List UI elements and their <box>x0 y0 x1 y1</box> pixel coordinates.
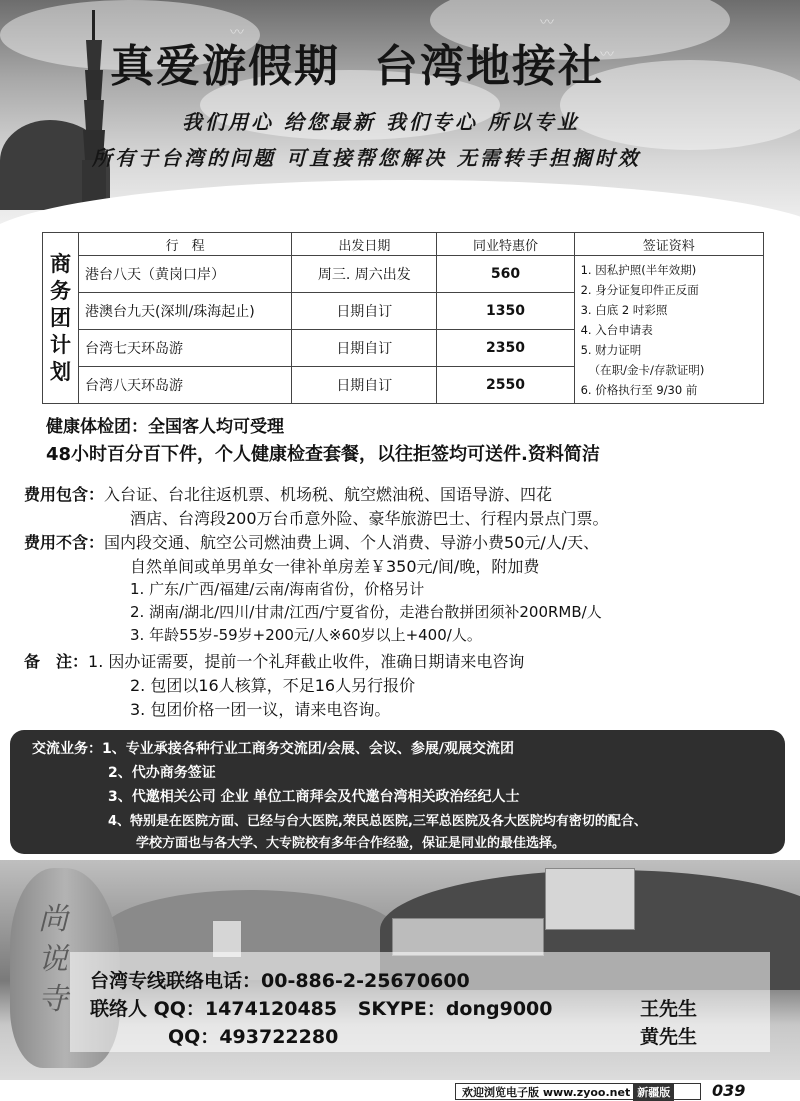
qq-number-2: 493722280 <box>219 1026 339 1048</box>
exchange-item-4-line-1: 4、特别是在医院方面、已经与台大医院,荣民总医院,三军总医院及各大医院均有密切的配合、 <box>108 814 647 829</box>
side-label-char: 划 <box>50 359 72 384</box>
title-part-1: 真爱游假期 <box>110 41 340 92</box>
notes-line-2: 2. 包团以16人核算，不足16人另行报价 <box>130 676 416 695</box>
fees-excluded-sub-2: 2. 湖南/湖北/四川/甘肃/江西/宁夏省份，走港台散拼团须补200RMB/人 <box>130 603 602 621</box>
phone-label: 台湾专线联络电话： <box>90 970 262 992</box>
bird-icon: 〰 <box>600 47 614 63</box>
skype-label: SKYPE： <box>357 998 446 1020</box>
edition-badge: 新疆版 <box>633 1084 674 1101</box>
fees-excluded-sub-1: 1. 广东/广西/福建/云南/海南省份，价格另计 <box>130 580 425 598</box>
notes-label: 备 注： <box>24 652 89 671</box>
date-cell: 日期自订 <box>292 293 437 330</box>
fees-excluded-sub-3: 3. 年龄55岁-59岁+200元/人※60岁以上+400/人。 <box>130 626 482 644</box>
table-row <box>43 256 764 293</box>
visa-item: 3. 白底 2 吋彩照 <box>580 302 668 317</box>
route-cell: 港台八天（黄岗口岸） <box>79 256 292 293</box>
col-header-price: 同业特惠价 <box>437 233 574 256</box>
health-check-detail: 48小时百分百下件，个人健康检查套餐，以往拒签均可送件.资料简洁 <box>46 444 600 465</box>
visa-item: 5. 财力证明 <box>580 342 642 357</box>
visa-item: 6. 价格执行至 9/30 前 <box>580 382 698 397</box>
visa-item: 1. 因私护照(半年效期) <box>580 262 697 277</box>
price-cell: 1350 <box>437 293 574 330</box>
footer-text: 欢迎浏览电子版 www.zyoo.net <box>462 1086 631 1099</box>
contact-person-row <box>90 994 553 1021</box>
phone-number: 00-886-2-25670600 <box>261 970 470 992</box>
qq-row-2 <box>168 1022 338 1049</box>
fees-excluded-line-1: 国内段交通、航空公司燃油费上调、个人消费、导游小费50元/人/天、 <box>104 533 600 552</box>
phone-row <box>90 966 470 993</box>
date-cell: 日期自订 <box>292 330 437 367</box>
visa-requirements <box>574 256 763 404</box>
health-check-title: 健康体检团：全国客人均可受理 <box>46 417 284 437</box>
notes-line-1: 1. 因办证需要，提前一个礼拜截止收件，准确日期请来电咨询 <box>88 652 525 671</box>
exchange-item-1: 1、专业承接各种行业工商务交流团/会展、会议、参展/观展交流团 <box>102 741 514 757</box>
contact-name-2: 黄先生 <box>640 1026 698 1048</box>
fees-excluded-label: 费用不含： <box>24 533 105 552</box>
side-label-char: 计 <box>50 332 72 357</box>
visa-item: 2. 身分证复印件正反面 <box>580 282 699 297</box>
exchange-item-2: 2、代办商务签证 <box>108 765 216 781</box>
side-label-char: 务 <box>50 278 72 303</box>
table-header-row <box>43 233 764 256</box>
footer-bar <box>455 1083 701 1100</box>
exchange-label: 交流业务： <box>32 741 102 757</box>
fees-included-line-2: 酒店、台湾段200万台币意外险、豪华旅游巴士、行程内景点门票。 <box>130 509 609 528</box>
price-cell: 2550 <box>437 367 574 404</box>
date-cell: 日期自订 <box>292 367 437 404</box>
qq-number-1: 1474120485 <box>204 998 338 1020</box>
bird-icon: 〰 <box>540 15 554 31</box>
price-cell: 2350 <box>437 330 574 367</box>
taipei-101-tower-icon <box>78 10 110 210</box>
fees-included-line-1: 入台证、台北往返机票、机场税、航空燃油税、国语导游、四花 <box>104 485 553 504</box>
contact-person-label: 联络人 QQ： <box>90 998 205 1020</box>
col-header-date: 出发日期 <box>292 233 437 256</box>
side-label-char: 团 <box>50 305 72 330</box>
col-header-visa: 签证资料 <box>574 233 763 256</box>
slogan-line-2: 所有于台湾的问题 可直接帮您解决 无需转手担搁时效 <box>92 146 641 170</box>
exchange-item-1-row <box>32 738 514 758</box>
fees-excluded-row <box>24 530 599 553</box>
header-banner <box>0 0 800 230</box>
date-cell: 周三. 周六出发 <box>292 256 437 293</box>
col-header-route: 行 程 <box>79 233 292 256</box>
notes-line-3: 3. 包团价格一团一议，请来电咨询。 <box>130 700 391 719</box>
skype-id: dong9000 <box>445 998 553 1020</box>
price-cell: 560 <box>437 256 574 293</box>
page-title <box>110 30 604 94</box>
fees-included-row <box>24 482 552 505</box>
fees-included-label: 费用包含： <box>24 485 105 504</box>
bird-icon: 〰 <box>230 25 244 41</box>
route-cell: 台湾八天环岛游 <box>79 367 292 404</box>
slogan-line-1: 我们用心 给您最新 我们专心 所以专业 <box>182 110 580 134</box>
side-label <box>43 233 79 404</box>
route-cell: 台湾七天环岛游 <box>79 330 292 367</box>
page-number: 039 <box>712 1081 746 1100</box>
contact-name-1: 王先生 <box>640 998 698 1020</box>
exchange-item-3: 3、代邀相关公司 企业 单位工商拜会及代邀台湾相关政治经纪人士 <box>108 789 520 805</box>
itinerary-table <box>42 232 764 404</box>
exchange-item-4-line-2: 学校方面也与各大学、大专院校有多年合作经验，保证是同业的最佳选择。 <box>136 836 566 851</box>
notes-row <box>24 649 524 672</box>
fees-excluded-line-2: 自然单间或单男单女一律补单房差￥350元/间/晚，附加费 <box>130 557 540 576</box>
side-label-char: 商 <box>50 251 72 276</box>
route-cell: 港澳台九天(深圳/珠海起止) <box>79 293 292 330</box>
qq-label-2: QQ： <box>168 1026 220 1048</box>
visa-item: （在职/金卡/存款证明) <box>588 362 705 377</box>
title-part-2: 台湾地接社 <box>374 41 604 92</box>
exchange-business-box <box>10 730 785 854</box>
visa-item: 4. 入台申请表 <box>580 322 653 337</box>
rock-inscription: 尚说寺 <box>38 902 68 1017</box>
